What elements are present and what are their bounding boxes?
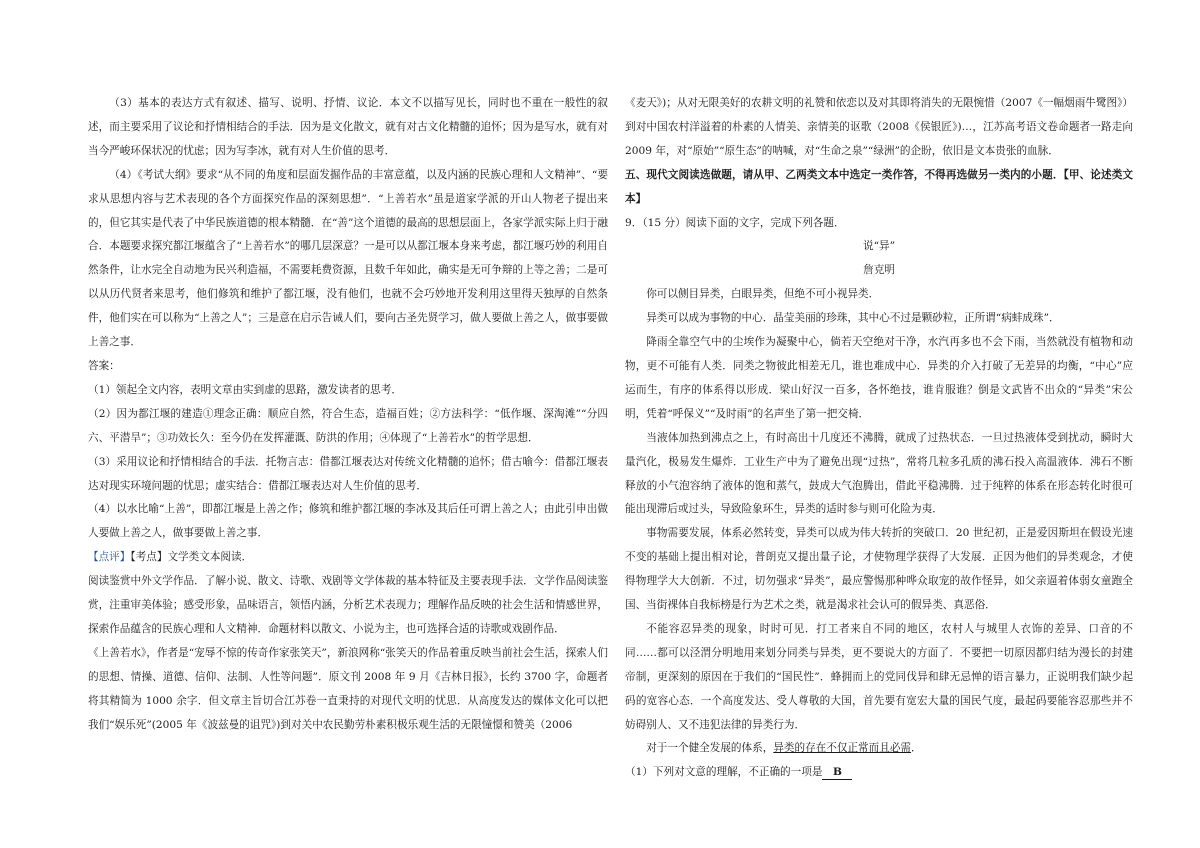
question-9-prompt: 9．（15 分）阅读下面的文字，完成下列各题． (625, 216, 845, 229)
essay-paragraph-4: 当液体加热到沸点之上，有时高出十几度还不沸腾，就成了过热状态．一旦过热液体受到扰动，瞬时大量汽化，极易发生爆炸．工业生产中为了避免出现“过热”，常将几粒多孔质的沸石投入高温液体．沸石不断释放的小气泡容纳了液体的饱和蒸气，鼓成大气泡腾出，借此平稳沸腾．过于纯粹的体系在形态转化时很可能出现滞后或过头，导致险象环生，异类的适时参与则可化险为夷． (625, 431, 1133, 516)
answer-2: （2）因为都江堰的建造①理念正确：顺应自然，符合生态，造福百姓；②方法科学：“低作堰、深淘滩”“分四六、平潜旱”；③功效长久：至今仍在发挥灌溉、防洪的作用；④体现了“上善若水”的哲学思想． (88, 407, 608, 444)
analysis-paragraph-3: （3）基本的表达方式有叙述、描写、说明、抒情、议论．本文不以描写见长，同时也不重在一般性的叙述，而主要采用了议论和抒情相结合的手法．因为是文化散文，就有对古文化精髓的追怀；因为是写水，就有对当今严峻环保状况的忧虑；因为写李冰，就有对人生价值的思考． (88, 97, 608, 157)
essay-paragraph-7-end: ． (911, 742, 922, 755)
section-heading: 五、现代文阅读选做题，请从甲、乙两类文本中选定一类作答，不得再选做另一类内的小题．【甲、论述类文本】 (625, 168, 1133, 205)
underlined-sentence: 异类的存在不仅正常而且必需 (773, 742, 912, 755)
answer-label: 答案： (88, 359, 120, 372)
essay-author: 詹克明 (863, 264, 895, 277)
answer-4: （4）以水比喻“上善”，即都江堰是上善之作；修筑和维护都江堰的李冰及其后任可谓上善之人；由此引申出做人要做上善之人，做事要做上善之事． (88, 503, 608, 540)
review-paragraph-1: 阅读鉴赏中外文学作品．了解小说、散文、诗歌、戏剧等文学体裁的基本特征及主要表现手法．文学作品阅读鉴赏，注重审美体验；感受形象，品味语言，领悟内涵，分析艺术表现力；理解作品反映的社会生活和情感世界，探索作品蕴含的民族心理和人文精神．命题材料以散文、小说为主，也可选择合适的诗歌或戏剧作品． (88, 575, 608, 635)
essay-paragraph-7 (625, 737, 1133, 761)
continued-paragraph: 《麦天》)；从对无限美好的农耕文明的礼赞和依恋以及对其即将消失的无限惋惜（2007《一幅烟雨牛鹭图》）到对中国农村洋溢着的朴素的人情美、亲情美的讴歌（2008《侯银匠》)…，江苏高考语文卷命题者一路走向 2009 年，对“原始”“原生态”的呐喊，对“生命之泉”“绿洲”的企盼，依旧是文本贵张的血脉． (625, 97, 1133, 157)
sub-question-1-text: （1）下列对文意的理解，不正确的一项是 (625, 766, 823, 779)
essay-paragraph-7-text: 对于一个健全发展的体系， (646, 742, 774, 755)
analysis-paragraph-4: （4）《考试大纲》要求“从不同的角度和层面发掘作品的丰富意蕴，以及内涵的民族心理和人文精神”、“要求从思想内容与艺术表现的各个方面探究作品的深刻思想”．“上善若水”虽是道家学派的开山人物老子提出来的，但它其实是代表了中华民族道德的根本精髓．在“善”这个道德的最高的思想层面上，各家学派实际上归于融合．本题要求探究都江堰蕴含了“上善若水”的哪几层深意？一是可以从都江堰本身来考虑，都江堰巧妙的利用自然条件，让水完全自动地为民兴利造福，不需要耗费资源，且数千年如此，确实是无可争辩的上等之善；二是可以从历代贤者来思考，他们修筑和维护了都江堰，没有他们，也就不会巧妙地开发利用这里得天独厚的自然条件，他们实在可以称为“上善之人”；三是意在启示告诫人们，要向古圣先贤学习，做人要做上善之人，做事要做上善之事． (88, 168, 608, 349)
left-column (88, 92, 608, 737)
essay-paragraph-1: 你可以侧目异类，白眼异类，但绝不可小视异类． (646, 288, 880, 301)
answer-3: （3）采用议论和抒情相结合的手法．托物言志：借都江堰表达对传统文化精髓的追怀；借古喻今：借都江堰表达对现实环境问题的忧思；虚实结合：借都江堰表达对人生价值的思考． (88, 455, 608, 492)
essay-paragraph-5: 事物需要发展，体系必然转变，异类可以成为伟大转折的突破口．20 世纪初，正是爱因斯坦在假设光速不变的基础上提出相对论，普朗克又提出量子论，才使物理学获得了大发展．正因为他们的异类观念，才使得物理学大大创新．不过，切勿强求“异类”，最应警惕那种哗众取宠的故作怪异，如父亲逼着体弱女童跑全国、当街裸体自我标榜是行为艺术之类，就是渴求社会认可的假异类、真恶俗． (625, 527, 1133, 612)
review-paragraph-2: 《上善若水》，作者是“宠辱不惊的传奇作家张笑天”，新浪网称“张笑天的作品着重反映当前社会生活，探索人们的思想、情操、道德、信仰、法制、人性等问题”．原文刊 2008 年 9 月《吉林日报》，长约 3700 字，命题者将其精简为 1000 余字．但文章主旨切合江苏卷一直秉持的对现代文明的忧思．从高度发达的媒体文化可以把我们“娱乐死”(2005 年《波兹曼的诅咒》)到对关中农民勤劳朴素积极乐观生活的无限憧憬和赞美（2006 (88, 646, 608, 731)
review-topic: 【考点】文学类文本阅读． (130, 551, 253, 564)
sub-question-1 (625, 761, 1133, 785)
review-tag: 【点评】 (88, 551, 131, 564)
essay-paragraph-2: 异类可以成为事物的中心．晶莹美丽的珍珠，其中心不过是颗砂粒，正所谓“病蚌成珠”． (646, 312, 1060, 325)
review-line (88, 546, 608, 570)
essay-paragraph-3: 降雨全靠空气中的尘埃作为凝聚中心，倘若天空绝对干净，水汽再多也不会下雨，当然就没有植物和动物，更不可能有人类．同类之物彼此相差无几，谁也难成中心．异类的介入打破了无差异的均衡，“中心”应运而生，有序的体系得以形成．梁山好汉一百多，各怀绝技，谁肯服谁？倒是文武皆不出众的“异类”宋公明，凭着“呼保义”“及时雨”的名声坐了第一把交椅． (625, 336, 1133, 420)
essay-title: 说“异” (862, 240, 896, 253)
essay-paragraph-6: 不能容忍异类的现象，时时可见．打工者来自不同的地区，农村人与城里人衣饰的差异、口音的不同……都可以泾渭分明地用来划分同类与异类，更不要说大的方面了．不要把一切原因都归结为漫长的封建帝制，更深刻的原因在于我们的“国民性”．蜂拥而上的党同伐异和肆无忌惮的语言暴力，正说明我们缺少起码的宽容心态．一个高度发达、受人尊敬的大国，首先要有宽宏大量的国民气度，最起码要能容忍那些并不妨碍别人、又不违犯法律的异类行为． (625, 622, 1133, 731)
answer-blank: B (822, 765, 852, 780)
answer-1: （1）领起全文内容，表明文章由实到虚的思路，激发读者的思考． (88, 383, 402, 396)
right-column (625, 92, 1133, 785)
